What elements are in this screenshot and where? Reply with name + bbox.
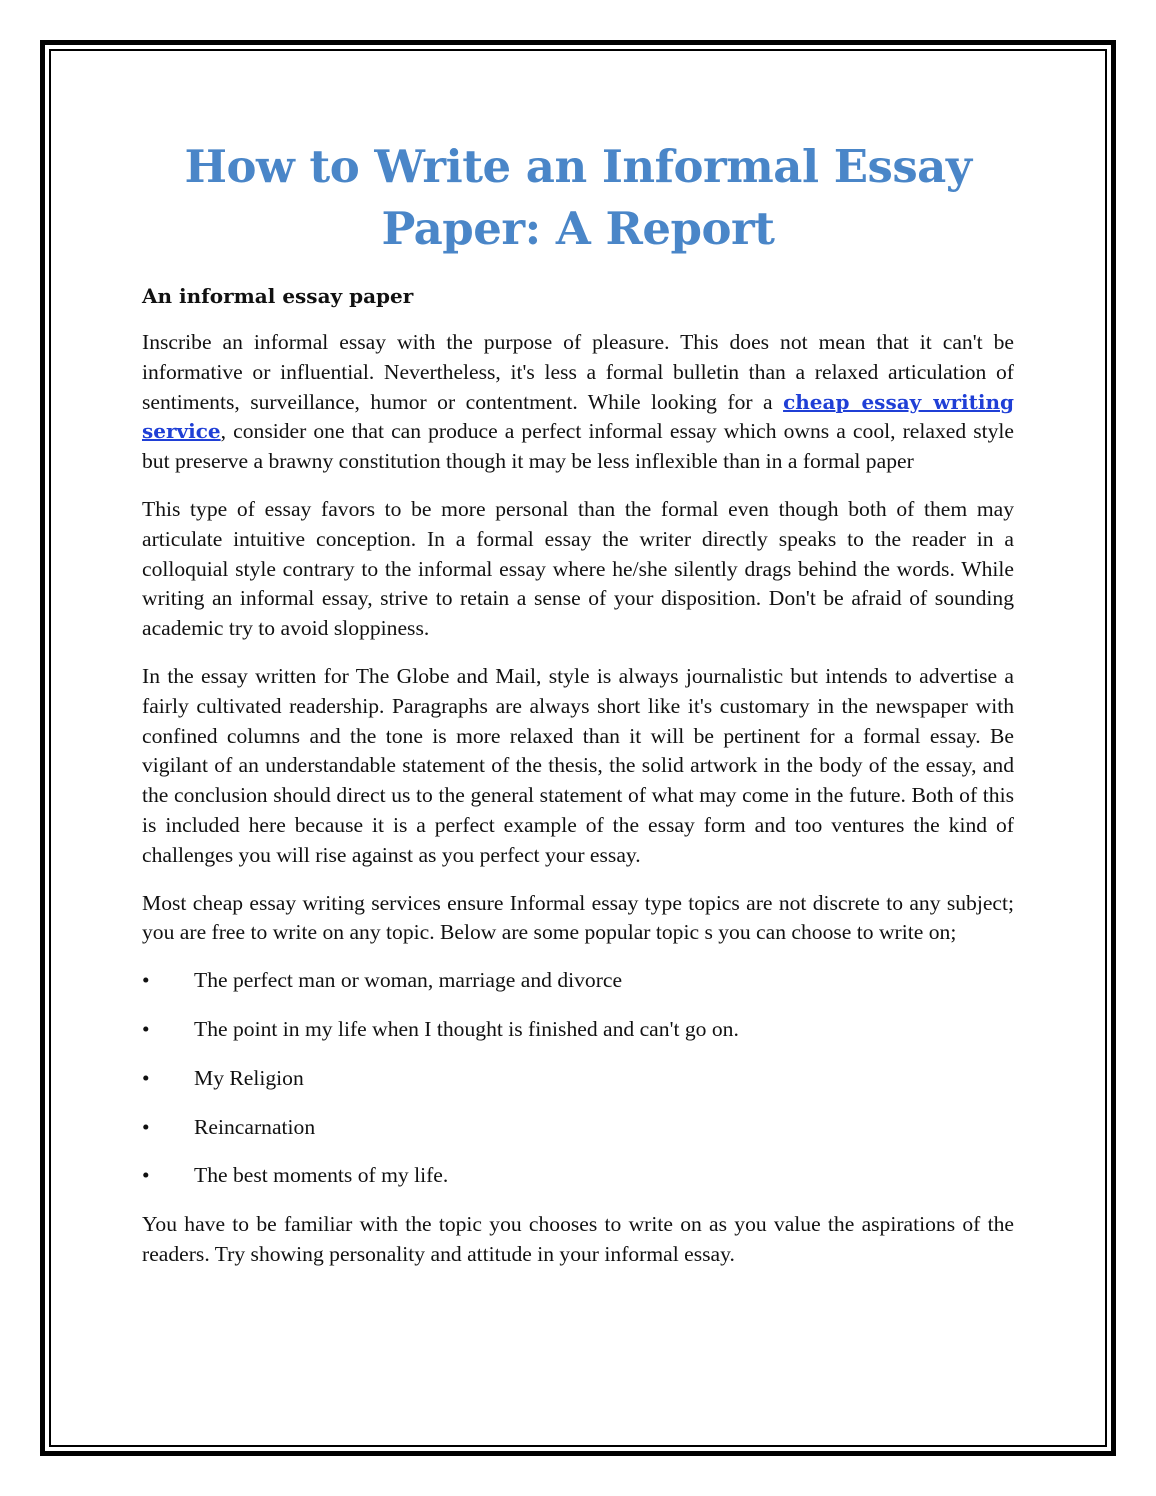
list-item-text: My Religion [194, 1065, 304, 1090]
bullet-icon: • [142, 1163, 150, 1188]
list-item [142, 1161, 1014, 1191]
list-item-text: The perfect man or woman, marriage and divorce [194, 968, 623, 993]
paragraph-1-text-end: , consider one that can produce a perfect informal essay which owns a cool, relaxed style but preserve a brawny constitution though it may be less inflexible than in a formal paper [142, 419, 1014, 474]
list-item [142, 1015, 1014, 1045]
document-title: How to Write an Informal Essay Paper: A Report [184, 140, 972, 255]
list-item-text: Reincarnation [194, 1114, 316, 1139]
topic-list [142, 966, 1014, 1191]
list-item-text: The best moments of my life. [194, 1163, 449, 1188]
bullet-icon: • [142, 1016, 150, 1041]
paragraph-1-text-start: Inscribe an informal essay with the purpose of pleasure. This does not mean that it can't be informative or influential. Nevertheless, it's less a formal bulletin than a relaxed articulation of sentiments, surveillance, humor or contentment. While looking for a [142, 330, 1014, 414]
bullet-icon: • [142, 1114, 150, 1139]
section-heading: An informal essay paper [142, 284, 414, 308]
bullet-icon: • [142, 968, 150, 993]
list-item-text: The point in my life when I thought is finished and can't go on. [194, 1016, 739, 1041]
paragraph-1 [142, 328, 1014, 477]
list-item [142, 1113, 1014, 1143]
list-item [142, 966, 1014, 996]
paragraph-5: You have to be familiar with the topic you chooses to write on as you value the aspirations of the readers. Try showing personality and attitude in your informal essay. [142, 1212, 1014, 1266]
bullet-icon: • [142, 1065, 150, 1090]
paragraph-4: Most cheap essay writing services ensure Informal essay type topics are not discrete to any subject; you are free to write on any topic. Below are some popular topic s you can choose to write on; [142, 890, 1014, 945]
list-item [142, 1064, 1014, 1094]
paragraph-3: In the essay written for The Globe and Mail, style is always journalistic but intends to advertise a fairly cultivated readership. Paragraphs are always short like it's customary in the newspaper with confined columns and the tone is more relaxed than it will be pertinent for a formal essay. Be vigilant of an understandable statement of the thesis, the solid artwork in the body of the essay, and the conclusion should direct us to the general statement of what may come in the future. Both of this is included here because it is a perfect example of the essay form and too ventures the kind of challenges you will rise against as you perfect your essay. [142, 663, 1014, 867]
cheap-essay-writing-service-link[interactable]: cheap essay writing service [142, 389, 1014, 444]
paragraph-2: This type of essay favors to be more personal than the formal even though both of them may articulate intuitive conception. In a formal essay the writer directly speaks to the reader in a colloquial style contrary to the informal essay where he/she silently drags behind the words. While writing an informal essay, strive to retain a sense of your disposition. Don't be afraid of sounding academic try to avoid sloppiness. [142, 496, 1014, 641]
document-body [142, 136, 1014, 1288]
